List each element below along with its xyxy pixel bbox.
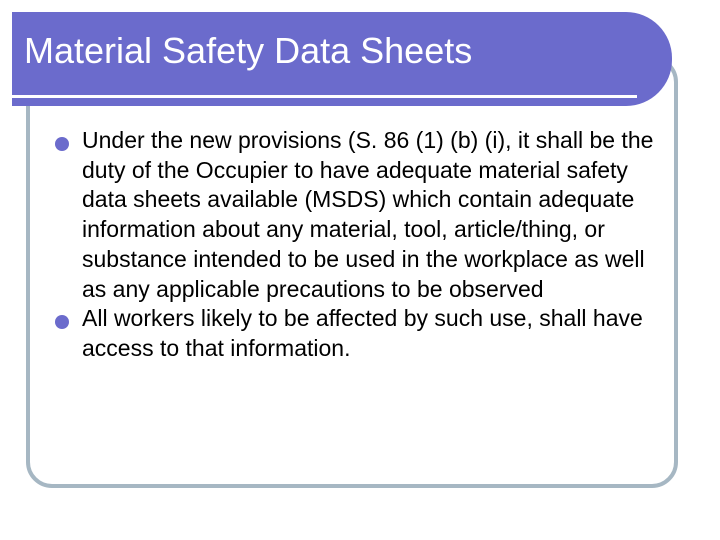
bullet-icon [55,137,69,151]
bullet-text: Under the new provisions (S. 86 (1) (b) (i), it shall be the duty of the Occupier to have adequate material safety data sheets available (MSDS) which contain adequate information about any material, tool, article/thing, or substance intended to be used in the workplace as well as any applicable precautions to be observed [82,127,654,302]
bullet-text: All workers likely to be affected by such use, shall have access to that information. [82,305,643,361]
list-item [60,126,670,304]
bullet-icon [55,315,69,329]
slide-title: Material Safety Data Sheets [24,30,473,71]
bullet-list [60,126,670,364]
list-item [60,304,670,363]
title-divider [12,95,637,98]
